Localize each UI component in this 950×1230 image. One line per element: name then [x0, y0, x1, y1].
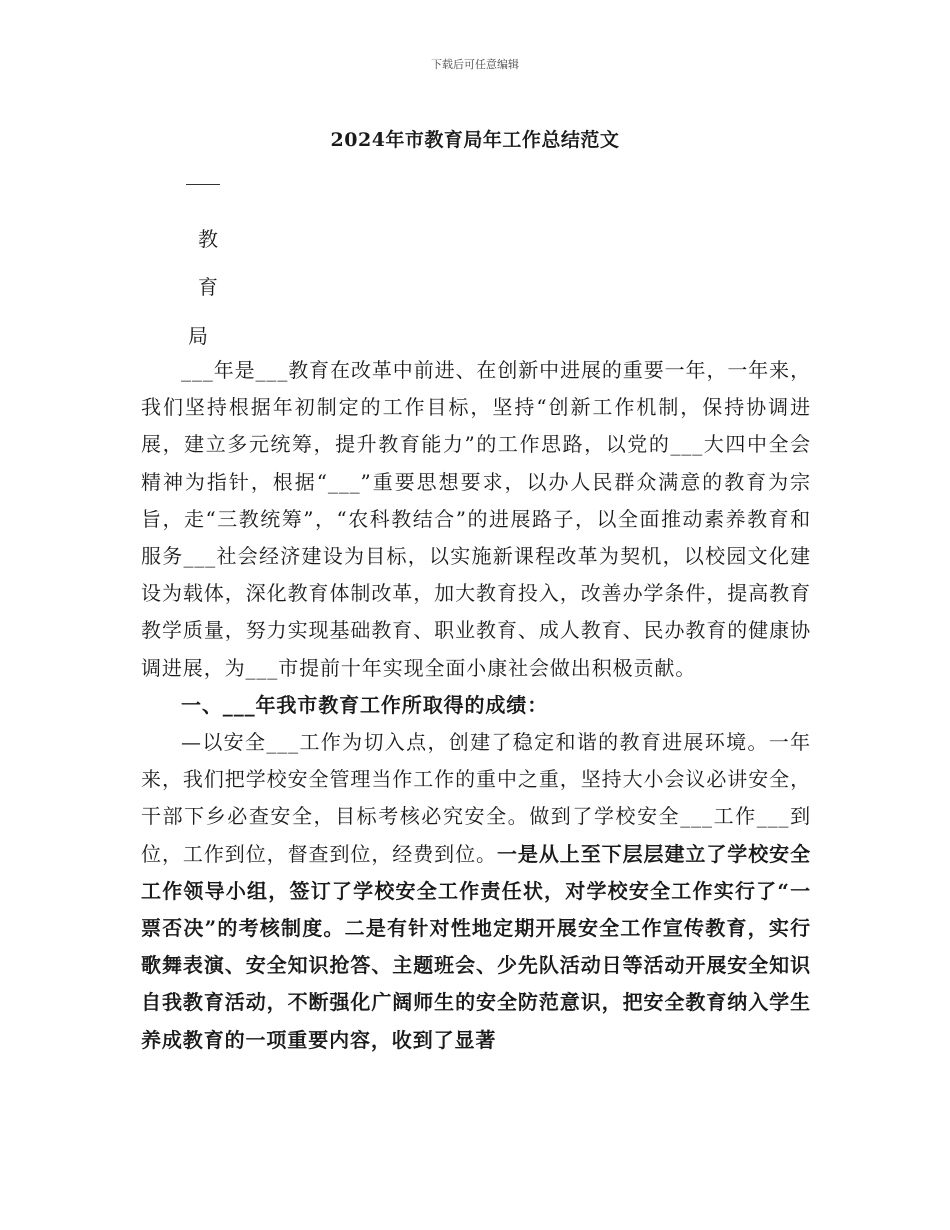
- org-dash-line: [186, 184, 220, 185]
- heading-text: 一、___年我市教育工作所取得的成绩：: [181, 692, 549, 717]
- paragraph-safety: [141, 724, 811, 1059]
- org-char-2: 育: [198, 275, 218, 299]
- org-char-1: 教: [198, 227, 218, 251]
- section-heading-achievements: [141, 687, 811, 724]
- paragraph-intro: [141, 352, 811, 687]
- org-char-3: 局: [188, 324, 208, 348]
- paragraph-text: ___年是___教育在改革中前进、在创新中进展的重要一年，一年来，我们坚持根据年初制定的工作目标，坚持“创新工作机制，保持协调进展，建立多元统筹，提升教育能力”的工作思路，以党的___大四中全会精神为指针，根据“___”重要思想要求，以办人民群众满意的教育为宗旨，走“三教统筹”，“农科教结合”的进展路子，以全面推动素养教育和服务___社会经济建设为目标，以实施新课程改革为契机，以校园文化建设为载体，深化教育体制改革，加大教育投入，改善办学条件，提高教育教学质量，努力实现基础教育、职业教育、成人教育、民办教育的健康协调进展，为___市提前十年实现全面小康社会做出积极贡献。: [141, 358, 811, 680]
- paragraph-text-bold: 一是从上至下层层建立了学校安全工作领导小组，签订了学校安全工作责任状，对学校安全工作实行了“一票否决”的考核制度。二是有针对性地定期开展安全工作宣传教育，实行歌舞表演、安全知识抢答、主题班会、少先队活动日等活动开展安全知识自我教育活动，不断强化广阔师生的安全防范意识，把安全教育纳入学生养成教育的一项重要内容，收到了显著: [141, 841, 811, 1052]
- document-title: 2024年市教育局年工作总结范文: [330, 129, 620, 151]
- document-body: [141, 352, 811, 1059]
- page-header: 下载后可任意编辑: [431, 58, 519, 71]
- paragraph-text: —以安全___工作为切入点，创建了稳定和谐的教育进展环境。一年来，我们把学校安全管理当作工作的重中之重，坚持大小会议必讲安全，干部下乡必查安全，目标考核必究安全。做到了学校安全___工作___到位，工作到位，督查到位，经费到位。: [141, 730, 811, 866]
